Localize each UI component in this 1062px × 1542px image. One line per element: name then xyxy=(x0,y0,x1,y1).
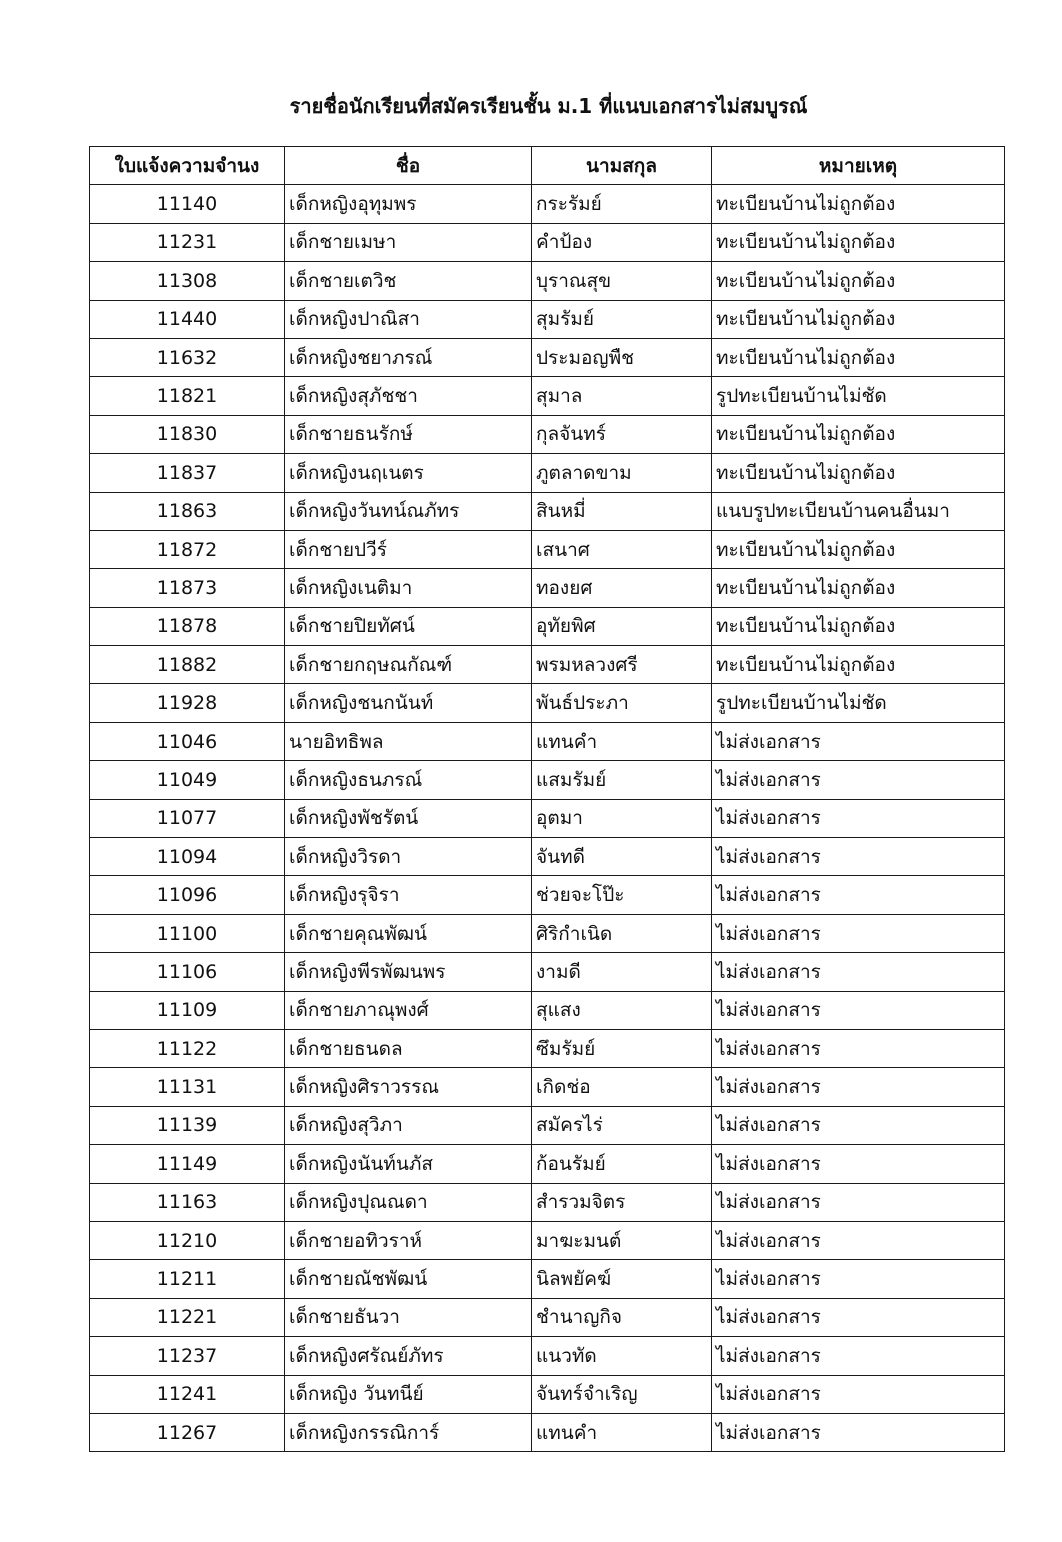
table-row xyxy=(90,1029,1005,1067)
cell-first-name: เด็กหญิงอุทุมพร xyxy=(285,185,532,223)
table-row xyxy=(90,914,1005,952)
header-row xyxy=(90,147,1005,185)
cell-first-name: เด็กชายธนดล xyxy=(285,1029,532,1067)
cell-application-number: 11109 xyxy=(90,991,285,1029)
table-row xyxy=(90,338,1005,376)
cell-application-number: 11241 xyxy=(90,1375,285,1413)
cell-first-name: เด็กชายณัชพัฒน์ xyxy=(285,1260,532,1298)
cell-last-name: พันธ์ประภา xyxy=(532,684,712,722)
cell-application-number: 11863 xyxy=(90,492,285,530)
cell-first-name: เด็กหญิงชนกนันท์ xyxy=(285,684,532,722)
cell-remarks: ไม่ส่งเอกสาร xyxy=(712,1260,1005,1298)
cell-remarks: ไม่ส่งเอกสาร xyxy=(712,1183,1005,1221)
cell-last-name: สินหมี่ xyxy=(532,492,712,530)
cell-remarks: ทะเบียนบ้านไม่ถูกต้อง xyxy=(712,530,1005,568)
cell-last-name: สำรวมจิตร xyxy=(532,1183,712,1221)
cell-last-name: สุมาล xyxy=(532,377,712,415)
cell-last-name: อุทัยพิศ xyxy=(532,607,712,645)
cell-application-number: 11077 xyxy=(90,799,285,837)
cell-first-name: เด็กชายเตวิช xyxy=(285,262,532,300)
table-row xyxy=(90,876,1005,914)
table-row xyxy=(90,569,1005,607)
cell-remarks: ทะเบียนบ้านไม่ถูกต้อง xyxy=(712,300,1005,338)
cell-remarks: ทะเบียนบ้านไม่ถูกต้อง xyxy=(712,223,1005,261)
cell-first-name: เด็กหญิงปาณิสา xyxy=(285,300,532,338)
cell-last-name: แสมรัมย์ xyxy=(532,761,712,799)
cell-remarks: ไม่ส่งเอกสาร xyxy=(712,722,1005,760)
cell-remarks: ทะเบียนบ้านไม่ถูกต้อง xyxy=(712,569,1005,607)
table-row xyxy=(90,838,1005,876)
cell-first-name: เด็กชายธนรักษ์ xyxy=(285,415,532,453)
table-row xyxy=(90,761,1005,799)
cell-application-number: 11163 xyxy=(90,1183,285,1221)
cell-application-number: 11210 xyxy=(90,1221,285,1259)
cell-remarks: รูปทะเบียนบ้านไม่ชัด xyxy=(712,684,1005,722)
cell-last-name: จันทดี xyxy=(532,838,712,876)
cell-application-number: 11928 xyxy=(90,684,285,722)
cell-application-number: 11106 xyxy=(90,953,285,991)
cell-application-number: 11837 xyxy=(90,454,285,492)
cell-application-number: 11131 xyxy=(90,1068,285,1106)
cell-last-name: ช่วยจะโป๊ะ xyxy=(532,876,712,914)
cell-last-name: สมัครไร่ xyxy=(532,1106,712,1144)
cell-remarks: ไม่ส่งเอกสาร xyxy=(712,1337,1005,1375)
cell-last-name: แทนคำ xyxy=(532,1413,712,1451)
cell-application-number: 11096 xyxy=(90,876,285,914)
cell-application-number: 11873 xyxy=(90,569,285,607)
cell-last-name: ซึมรัมย์ xyxy=(532,1029,712,1067)
cell-remarks: ไม่ส่งเอกสาร xyxy=(712,1221,1005,1259)
student-table xyxy=(89,146,1005,1452)
header-application-number: ใบแจ้งความจำนง xyxy=(90,147,285,185)
cell-first-name: เด็กหญิงชยาภรณ์ xyxy=(285,338,532,376)
table-row xyxy=(90,300,1005,338)
cell-application-number: 11308 xyxy=(90,262,285,300)
cell-application-number: 11821 xyxy=(90,377,285,415)
cell-first-name: เด็กหญิงศรัณย์ภัทร xyxy=(285,1337,532,1375)
table-row xyxy=(90,530,1005,568)
header-first-name: ชื่อ xyxy=(285,147,532,185)
cell-remarks: ไม่ส่งเอกสาร xyxy=(712,991,1005,1029)
cell-application-number: 11440 xyxy=(90,300,285,338)
cell-remarks: ไม่ส่งเอกสาร xyxy=(712,914,1005,952)
cell-remarks: ไม่ส่งเอกสาร xyxy=(712,1145,1005,1183)
cell-last-name: สุแสง xyxy=(532,991,712,1029)
cell-last-name: ก้อนรัมย์ xyxy=(532,1145,712,1183)
cell-application-number: 11231 xyxy=(90,223,285,261)
table-row xyxy=(90,1145,1005,1183)
cell-last-name: ศิริกำเนิด xyxy=(532,914,712,952)
cell-remarks: ไม่ส่งเอกสาร xyxy=(712,761,1005,799)
cell-first-name: เด็กหญิงรุจิรา xyxy=(285,876,532,914)
cell-last-name: คำป้อง xyxy=(532,223,712,261)
cell-first-name: เด็กหญิงวันทน์ณภัทร xyxy=(285,492,532,530)
cell-first-name: นายอิทธิพล xyxy=(285,722,532,760)
cell-first-name: เด็กหญิงเนติมา xyxy=(285,569,532,607)
cell-remarks: ไม่ส่งเอกสาร xyxy=(712,1106,1005,1144)
cell-remarks: ทะเบียนบ้านไม่ถูกต้อง xyxy=(712,185,1005,223)
table-row xyxy=(90,377,1005,415)
cell-application-number: 11049 xyxy=(90,761,285,799)
cell-remarks: ทะเบียนบ้านไม่ถูกต้อง xyxy=(712,646,1005,684)
cell-application-number: 11139 xyxy=(90,1106,285,1144)
cell-application-number: 11221 xyxy=(90,1298,285,1336)
cell-application-number: 11046 xyxy=(90,722,285,760)
cell-application-number: 11872 xyxy=(90,530,285,568)
cell-last-name: เกิดช่อ xyxy=(532,1068,712,1106)
document-title: รายชื่อนักเรียนที่สมัครเรียนชั้น ม.1 ที่แนบเอกสารไม่สมบูรณ์ xyxy=(289,94,808,118)
cell-remarks: ไม่ส่งเอกสาร xyxy=(712,1375,1005,1413)
table-row xyxy=(90,1413,1005,1451)
cell-application-number: 11122 xyxy=(90,1029,285,1067)
table-row xyxy=(90,1183,1005,1221)
cell-first-name: เด็กหญิงนฤเนตร xyxy=(285,454,532,492)
cell-first-name: เด็กชายปวีร์ xyxy=(285,530,532,568)
header-remarks: หมายเหตุ xyxy=(712,147,1005,185)
cell-last-name: มาฆะมนต์ xyxy=(532,1221,712,1259)
cell-first-name: เด็กชายธันวา xyxy=(285,1298,532,1336)
cell-last-name: จันทร์จำเริญ xyxy=(532,1375,712,1413)
cell-first-name: เด็กชายกฤษณกัณฑ์ xyxy=(285,646,532,684)
table-row xyxy=(90,492,1005,530)
cell-first-name: เด็กหญิงกรรณิการ์ xyxy=(285,1413,532,1451)
table-row xyxy=(90,1068,1005,1106)
table-row xyxy=(90,722,1005,760)
cell-first-name: เด็กหญิงพัชรัตน์ xyxy=(285,799,532,837)
cell-application-number: 11140 xyxy=(90,185,285,223)
cell-remarks: ทะเบียนบ้านไม่ถูกต้อง xyxy=(712,607,1005,645)
cell-first-name: เด็กหญิงนันท์นภัส xyxy=(285,1145,532,1183)
cell-remarks: ทะเบียนบ้านไม่ถูกต้อง xyxy=(712,415,1005,453)
cell-first-name: เด็กหญิงธนภรณ์ xyxy=(285,761,532,799)
cell-first-name: เด็กชายคุณพัฒน์ xyxy=(285,914,532,952)
cell-first-name: เด็กหญิงสุภัชชา xyxy=(285,377,532,415)
cell-remarks: ไม่ส่งเอกสาร xyxy=(712,1029,1005,1067)
cell-last-name: กระรัมย์ xyxy=(532,185,712,223)
table-header xyxy=(90,147,1005,185)
table-body xyxy=(90,185,1005,1452)
cell-last-name: เสนาศ xyxy=(532,530,712,568)
table-row xyxy=(90,646,1005,684)
table-row xyxy=(90,799,1005,837)
cell-last-name: ทองยศ xyxy=(532,569,712,607)
cell-application-number: 11211 xyxy=(90,1260,285,1298)
table-row xyxy=(90,223,1005,261)
cell-first-name: เด็กหญิงสุวิภา xyxy=(285,1106,532,1144)
cell-application-number: 11878 xyxy=(90,607,285,645)
cell-application-number: 11267 xyxy=(90,1413,285,1451)
cell-application-number: 11237 xyxy=(90,1337,285,1375)
cell-remarks: ไม่ส่งเอกสาร xyxy=(712,876,1005,914)
cell-first-name: เด็กหญิงปุณณดา xyxy=(285,1183,532,1221)
cell-application-number: 11830 xyxy=(90,415,285,453)
cell-application-number: 11100 xyxy=(90,914,285,952)
cell-last-name: แทนคำ xyxy=(532,722,712,760)
cell-remarks: รูปทะเบียนบ้านไม่ชัด xyxy=(712,377,1005,415)
cell-remarks: ไม่ส่งเอกสาร xyxy=(712,1298,1005,1336)
cell-first-name: เด็กชายเมษา xyxy=(285,223,532,261)
cell-last-name: ประมอญพืช xyxy=(532,338,712,376)
table-row xyxy=(90,991,1005,1029)
cell-last-name: แนวทัด xyxy=(532,1337,712,1375)
table-row xyxy=(90,415,1005,453)
cell-application-number: 11632 xyxy=(90,338,285,376)
cell-application-number: 11882 xyxy=(90,646,285,684)
cell-first-name: เด็กหญิง วันทนีย์ xyxy=(285,1375,532,1413)
cell-application-number: 11149 xyxy=(90,1145,285,1183)
cell-remarks: ทะเบียนบ้านไม่ถูกต้อง xyxy=(712,454,1005,492)
cell-last-name: งามดี xyxy=(532,953,712,991)
cell-application-number: 11094 xyxy=(90,838,285,876)
cell-first-name: เด็กชายปิยทัศน์ xyxy=(285,607,532,645)
cell-first-name: เด็กหญิงศิราวรรณ xyxy=(285,1068,532,1106)
header-last-name: นามสกุล xyxy=(532,147,712,185)
cell-remarks: ทะเบียนบ้านไม่ถูกต้อง xyxy=(712,262,1005,300)
table-row xyxy=(90,1106,1005,1144)
table-row xyxy=(90,607,1005,645)
cell-remarks: ไม่ส่งเอกสาร xyxy=(712,1413,1005,1451)
cell-last-name: กุลจันทร์ xyxy=(532,415,712,453)
cell-last-name: ชำนาญกิจ xyxy=(532,1298,712,1336)
cell-remarks: ไม่ส่งเอกสาร xyxy=(712,838,1005,876)
cell-last-name: พรมหลวงศรี xyxy=(532,646,712,684)
cell-last-name: สุมรัมย์ xyxy=(532,300,712,338)
table-row xyxy=(90,185,1005,223)
table-row xyxy=(90,262,1005,300)
table-row xyxy=(90,1298,1005,1336)
cell-last-name: ภูตลาดขาม xyxy=(532,454,712,492)
cell-first-name: เด็กชายอทิวราห์ xyxy=(285,1221,532,1259)
table-row xyxy=(90,1260,1005,1298)
cell-first-name: เด็กหญิงวิรดา xyxy=(285,838,532,876)
cell-remarks: ไม่ส่งเอกสาร xyxy=(712,953,1005,991)
cell-remarks: ไม่ส่งเอกสาร xyxy=(712,1068,1005,1106)
table-row xyxy=(90,1375,1005,1413)
cell-remarks: แนบรูปทะเบียนบ้านคนอื่นมา xyxy=(712,492,1005,530)
cell-first-name: เด็กหญิงพีรพัฒนพร xyxy=(285,953,532,991)
table-row xyxy=(90,454,1005,492)
cell-first-name: เด็กชายภาณุพงศ์ xyxy=(285,991,532,1029)
cell-remarks: ทะเบียนบ้านไม่ถูกต้อง xyxy=(712,338,1005,376)
cell-last-name: บุราณสุข xyxy=(532,262,712,300)
table-row xyxy=(90,1337,1005,1375)
cell-last-name: นิลพยัคฆ์ xyxy=(532,1260,712,1298)
cell-last-name: อุตมา xyxy=(532,799,712,837)
table-row xyxy=(90,684,1005,722)
table-row xyxy=(90,1221,1005,1259)
cell-remarks: ไม่ส่งเอกสาร xyxy=(712,799,1005,837)
table-row xyxy=(90,953,1005,991)
